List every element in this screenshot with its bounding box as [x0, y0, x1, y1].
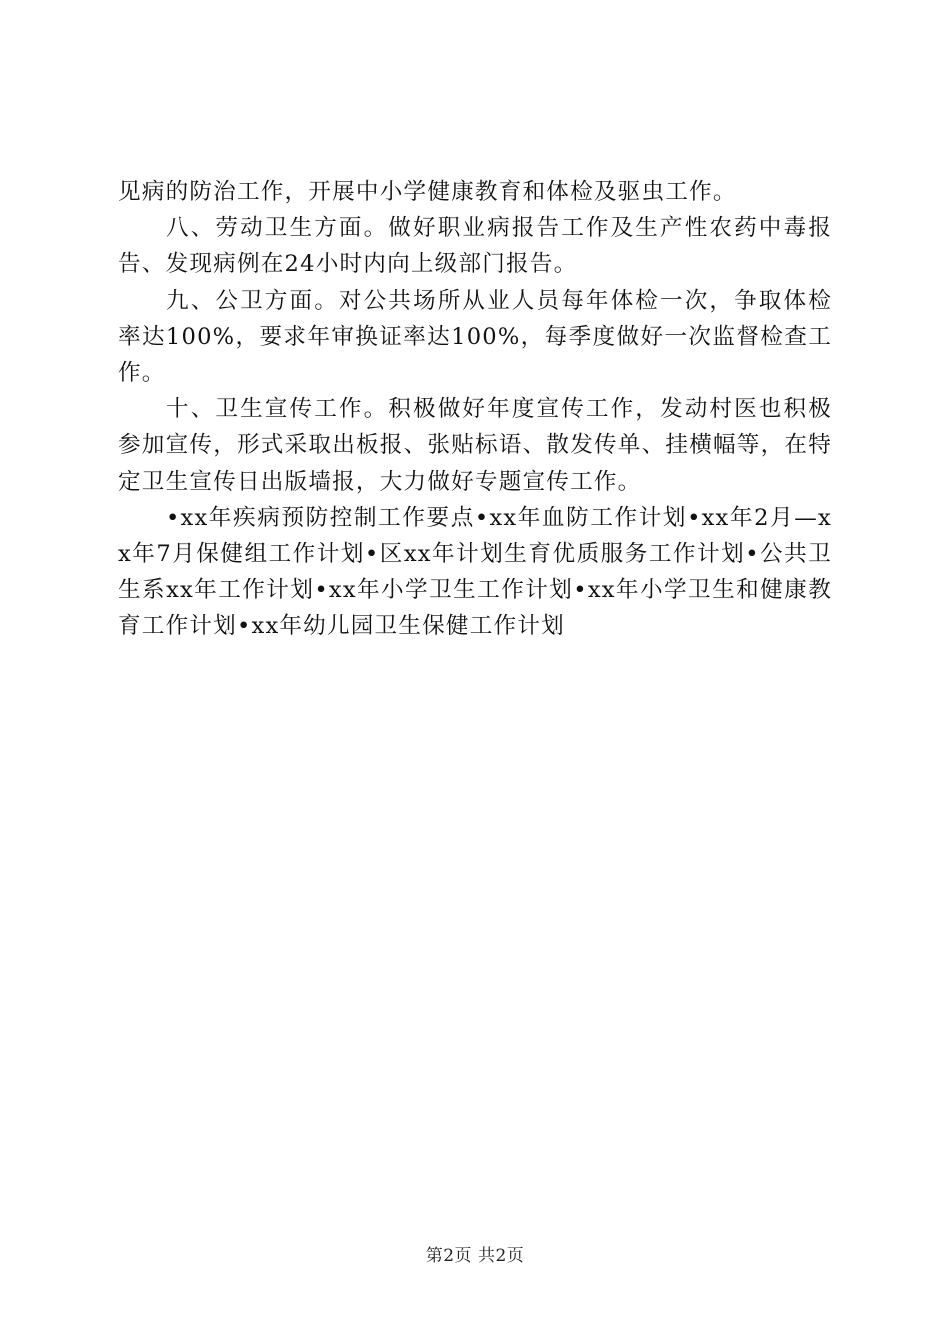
paragraph-labor-hygiene: 八、劳动卫生方面。做好职业病报告工作及生产性农药中毒报告、发现病例在24小时内向上级部门报告。: [118, 215, 832, 278]
document-body: [118, 174, 832, 645]
paragraph-health-publicity: 十、卫生宣传工作。积极做好年度宣传工作，发动村医也积极参加宣传，形式采取出板报、张贴标语、散发传单、挂横幅等，在特定卫生宣传日出版墙报，大力做好专题宣传工作。: [118, 396, 832, 495]
related-links-list: •xx年疾病预防控制工作要点•xx年血防工作计划•xx年2月—xx年7月保健组工作计划•区xx年计划生育优质服务工作计划•公共卫生系xx年工作计划•xx年小学卫生工作计划•xx年小学卫生和健康教育工作计划•xx年幼儿园卫生保健工作计划: [118, 504, 832, 640]
page-footer: 第2页 共2页: [425, 1246, 525, 1266]
paragraph-public-health: 九、公卫方面。对公共场所从业人员每年体检一次，争取体检率达100%，要求年审换证率达100%，每季度做好一次监督检查工作。: [118, 287, 832, 387]
paragraph-continuation: 见病的防治工作，开展中小学健康教育和体检及驱虫工作。: [118, 179, 737, 205]
